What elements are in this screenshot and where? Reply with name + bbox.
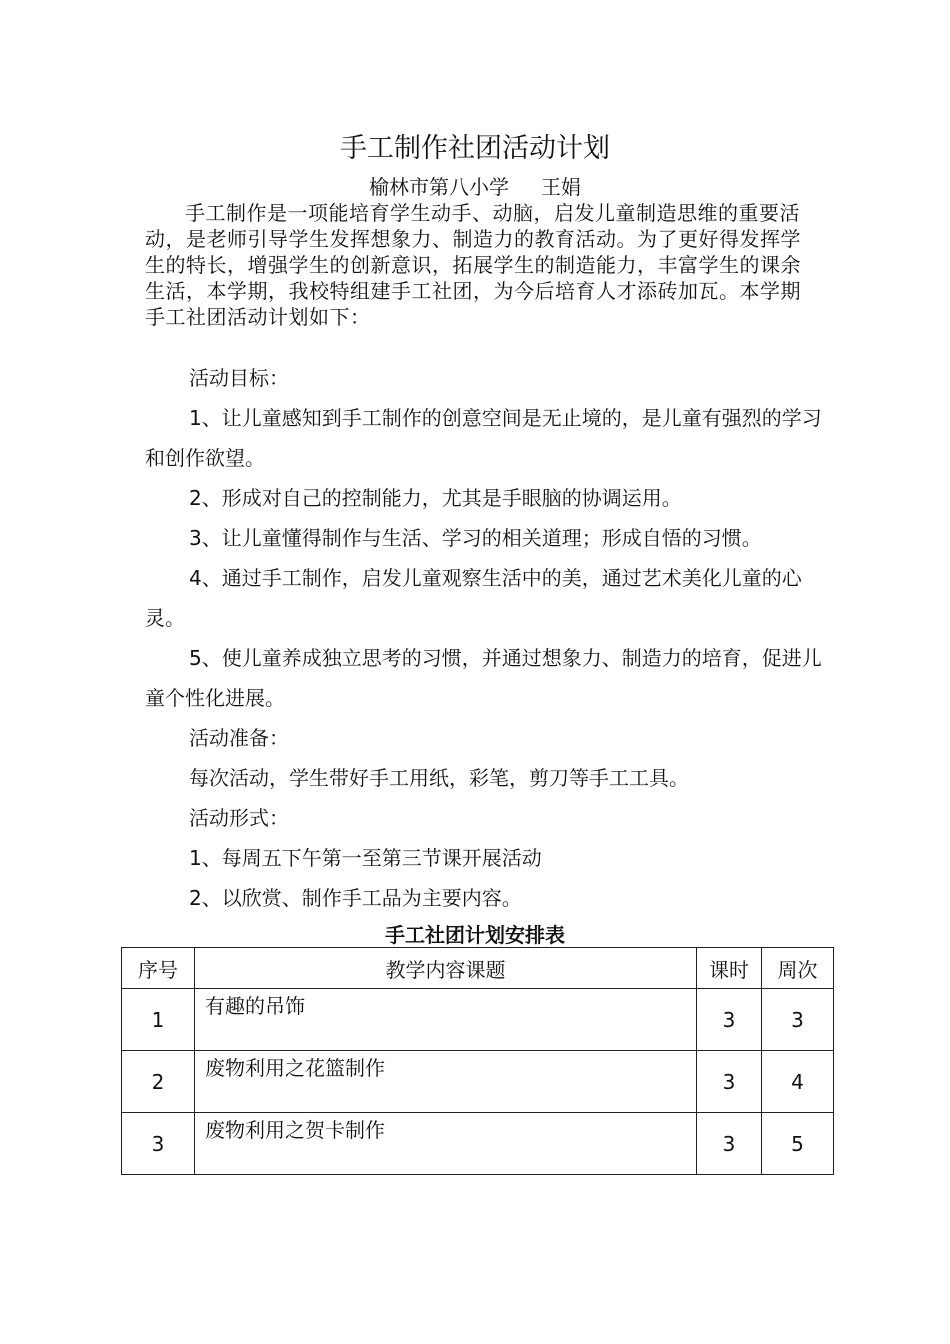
table-row [122, 1113, 834, 1175]
goal-item-5: 5、使儿童养成独立思考的习惯，并通过想象力、制造力的培育，促进儿童个性化进展。 [145, 646, 822, 710]
cell-topic: 有趣的吊饰 [195, 989, 697, 1051]
form-item-1: 1、每周五下午第一至第三节课开展活动 [189, 846, 542, 870]
goals-heading: 活动目标： [189, 366, 289, 390]
goal-item-1: 1、让儿童感知到手工制作的创意空间是无止境的，是儿童有强烈的学习和创作欲望。 [145, 406, 822, 470]
cell-topic: 废物利用之花篮制作 [195, 1051, 697, 1113]
prep-text: 每次活动，学生带好手工用纸，彩笔，剪刀等手工工具。 [189, 766, 689, 790]
cell-topic: 废物利用之贺卡制作 [195, 1113, 697, 1175]
table-row [122, 989, 834, 1051]
cell-week: 4 [762, 1051, 834, 1113]
document-title: 手工制作社团活动计划 [340, 133, 610, 164]
author-name: 王娟 [541, 175, 581, 199]
form-item-2: 2、以欣赏、制作手工品为主要内容。 [189, 886, 522, 910]
table-row [122, 1051, 834, 1113]
header-no: 序号 [122, 948, 195, 989]
form-heading: 活动形式： [189, 806, 289, 830]
table-header-row [122, 948, 834, 989]
header-week: 周次 [762, 948, 834, 989]
goal-item-3: 3、让儿童懂得制作与生活、学习的相关道理；形成自悟的习惯。 [189, 526, 762, 550]
intro-paragraph: 手工制作是一项能培育学生动手、动脑，启发儿童制造思维的重要活动，是老师引导学生发挥想象力、制造力的教育活动。为了更好得发挥学生的特长，增强学生的创新意识，拓展学生的制造能力，丰富学生的课余生活，本学期，我校特组建手工社团，为今后培育人才添砖加瓦。本学期手工社团活动计划如下： [145, 201, 801, 329]
header-topic: 教学内容课题 [195, 948, 697, 989]
school-name: 榆林市第八小学 [369, 175, 509, 199]
author-line [0, 174, 950, 200]
goal-item-4: 4、通过手工制作，启发儿童观察生活中的美，通过艺术美化儿童的心灵。 [145, 566, 802, 630]
cell-week: 5 [762, 1113, 834, 1175]
plan-body [145, 358, 825, 918]
plan-table [121, 947, 834, 1175]
cell-no: 3 [122, 1113, 195, 1175]
table-title: 手工社团计划安排表 [385, 923, 565, 947]
goal-item-2: 2、形成对自己的控制能力，尤其是手眼脑的协调运用。 [189, 486, 682, 510]
cell-week: 3 [762, 989, 834, 1051]
cell-hours: 3 [697, 1051, 762, 1113]
cell-hours: 3 [697, 1113, 762, 1175]
prep-heading: 活动准备： [189, 726, 289, 750]
cell-hours: 3 [697, 989, 762, 1051]
cell-no: 1 [122, 989, 195, 1051]
cell-no: 2 [122, 1051, 195, 1113]
header-hours: 课时 [697, 948, 762, 989]
